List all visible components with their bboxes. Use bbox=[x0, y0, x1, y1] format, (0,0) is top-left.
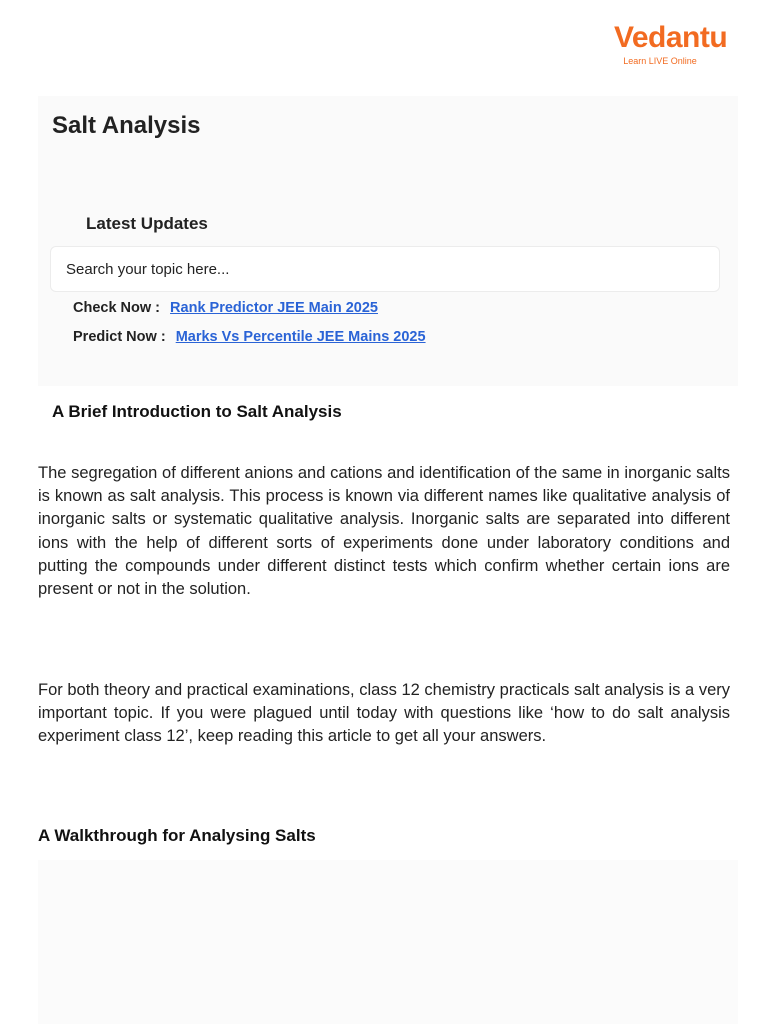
content-placeholder bbox=[38, 860, 738, 1024]
vedantu-logo[interactable] bbox=[614, 21, 728, 66]
intro-paragraph-1: The segregation of different anions and cations and identification of the same in inorganic salts is known as salt analysis. This process is known via different names like qualitative analysis of inorganic salts or systematic qualitative analysis. Inorganic salts are separated into different ions with the help of different sorts of experiments done under laboratory conditions and putting the compounds under different distinct tests which confirm whether certain ions are present or not in the solution. bbox=[38, 464, 730, 599]
search-input[interactable] bbox=[50, 246, 720, 292]
marks-percentile-link[interactable]: Marks Vs Percentile JEE Mains 2025 bbox=[175, 329, 426, 345]
update-item-marks-percentile bbox=[73, 329, 426, 345]
intro-paragraph-2: For both theory and practical examinations, class 12 chemistry practicals salt analysis is a very important topic. If you were plagued until today with questions like ‘how to do salt analysis experiment class 12’, keep reading this article to get all your answers. bbox=[38, 681, 730, 746]
update-label: Check Now : bbox=[73, 300, 161, 316]
update-label: Predict Now : bbox=[73, 329, 166, 345]
page-title: Salt Analysis bbox=[52, 112, 201, 139]
rank-predictor-link[interactable]: Rank Predictor JEE Main 2025 bbox=[170, 300, 378, 316]
logo-wordmark: Vedantu bbox=[614, 21, 728, 54]
update-item-rank-predictor bbox=[73, 300, 378, 316]
search-placeholder: Search your topic here... bbox=[66, 261, 230, 278]
intro-heading: A Brief Introduction to Salt Analysis bbox=[52, 402, 342, 421]
logo-tagline: Learn LIVE Online bbox=[623, 56, 697, 66]
latest-updates-heading: Latest Updates bbox=[86, 214, 208, 233]
walkthrough-heading: A Walkthrough for Analysing Salts bbox=[38, 826, 316, 845]
